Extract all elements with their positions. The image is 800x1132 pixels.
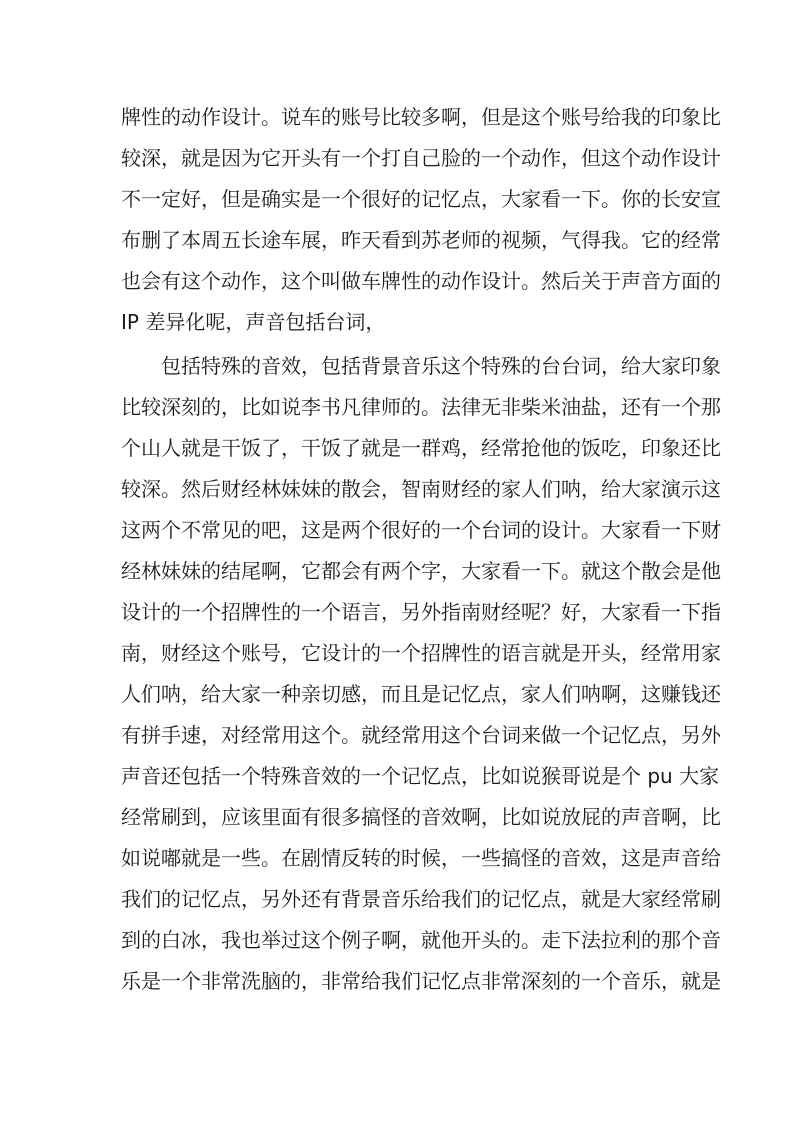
text-line: 南，财经这个账号，它设计的一个招牌性的语言就是开头，经常用家 [121,641,721,665]
text-line: 人们呐，给大家一种亲切感，而且是记忆点，家人们呐啊，这赚钱还 [121,682,721,706]
text-line: 有拼手速，对经常用这个。就经常用这个台词来做一个记忆点，另外 [121,723,721,747]
text-line: 这两个不常见的吧，这是两个很好的一个台词的设计。大家看一下财 [121,518,721,542]
text-line: 较深，就是因为它开头有一个打自己脸的一个动作，但这个动作设计 [121,146,721,170]
text-line: 到的白冰，我也举过这个例子啊，就他开头的。走下法拉利的那个音 [121,928,721,952]
text-line: 不一定好，但是确实是一个很好的记忆点，大家看一下。你的长安宣 [121,187,721,211]
text-line: IP 差异化呢，声音包括台词， [121,310,386,334]
text-line: 我们的记忆点，另外还有背景音乐给我们的记忆点，就是大家经常刷 [121,887,721,911]
text-line: 比较深刻的，比如说李书凡律师的。法律无非柴米油盐，还有一个那 [121,395,721,419]
text-line: 经林妹妹的结尾啊，它都会有两个字，大家看一下。就这个散会是他 [121,559,721,583]
text-line: 乐是一个非常洗脑的，非常给我们记忆点非常深刻的一个音乐，就是 [121,969,721,993]
text-line: 设计的一个招牌性的一个语言，另外指南财经呢？好，大家看一下指 [121,600,721,624]
text-line: 包括特殊的音效，包括背景音乐这个特殊的台台词，给大家印象 [161,354,721,378]
text-line: 较深。然后财经林妹妹的散会，智南财经的家人们呐，给大家演示这 [121,477,721,501]
text-line: 布删了本周五长途车展，昨天看到苏老师的视频，气得我。它的经常 [121,228,721,252]
text-line: 也会有这个动作，这个叫做车牌性的动作设计。然后关于声音方面的 [121,269,721,293]
text-line: 个山人就是干饭了，干饭了就是一群鸡，经常抢他的饭吃，印象还比 [121,436,721,460]
text-line: 牌性的动作设计。说车的账号比较多啊，但是这个账号给我的印象比 [121,105,721,129]
text-line: 经常刷到，应该里面有很多搞怪的音效啊，比如说放屁的声音啊，比 [121,805,721,829]
text-line: 声音还包括一个特殊音效的一个记忆点，比如说猴哥说是个 pu 大家 [121,764,720,788]
text-line: 如说嘟就是一些。在剧情反转的时候，一些搞怪的音效，这是声音给 [121,846,721,870]
